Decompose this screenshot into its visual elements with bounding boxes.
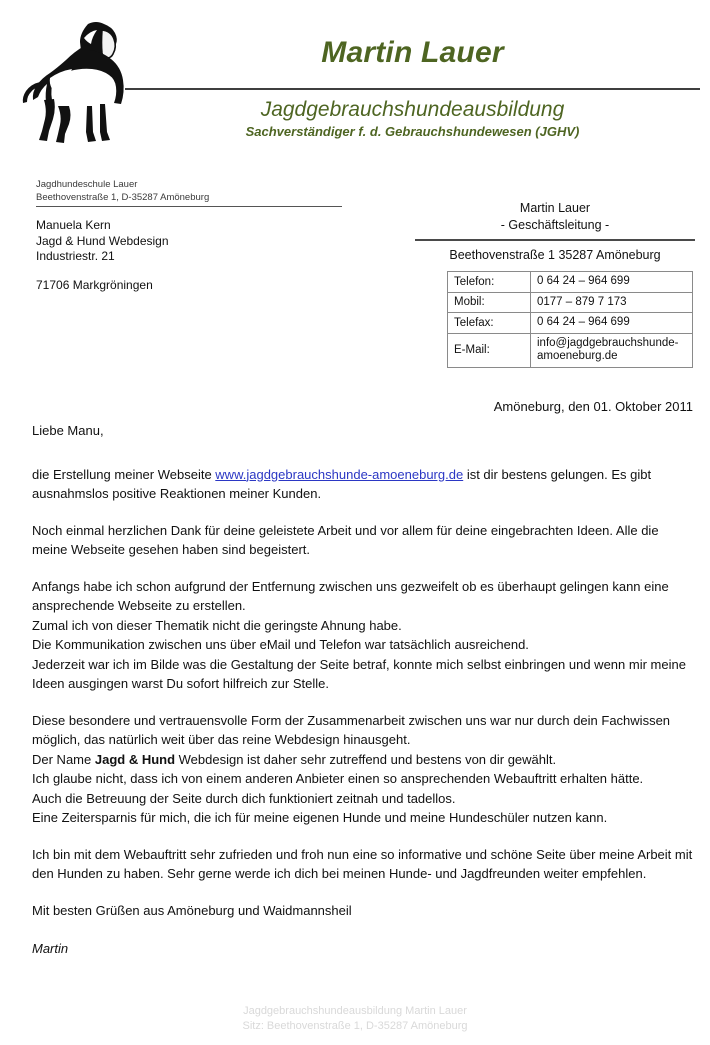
table-row <box>448 292 693 313</box>
header-divider <box>125 88 700 90</box>
sender-line-1: Jagdhundeschule Lauer <box>36 179 138 190</box>
letterhead <box>0 0 710 160</box>
contact-block <box>415 200 695 368</box>
contact-value-email: info@jagdgebrauchshunde-amoeneburg.de <box>531 333 693 367</box>
salutation: Liebe Manu, <box>32 423 104 438</box>
contact-divider <box>415 239 695 241</box>
p4-line-2-suffix: Webdesign ist daher sehr zutreffend und bestens von dir gewählt. <box>175 751 557 767</box>
recipient-street: Industriestr. 21 <box>36 249 115 263</box>
p1-text-after-link: ist dir bestens gelungen. Es gibt ausnahmslos positive Reaktionen meiner Kunden. <box>32 466 652 501</box>
contact-value-telefon: 0 64 24 – 964 699 <box>531 272 693 293</box>
contact-value-mobil: 0177 – 879 7 173 <box>531 292 693 313</box>
recipient-city: 71706 Markgröningen <box>36 277 153 292</box>
sender-line-2: Beethovenstraße 1, D-35287 Amöneburg <box>36 192 210 203</box>
paragraph-4 <box>32 711 694 828</box>
website-link[interactable]: www.jagdgebrauchshunde-amoeneburg.de <box>215 466 464 482</box>
recipient-address <box>36 218 169 293</box>
p3-line-1: Anfangs habe ich schon aufgrund der Entfernung zwischen uns gezweifelt ob es überhaupt gelingen kann eine ansprechende Webseite zu erstellen. <box>32 578 669 613</box>
contact-label-telefax: Telefax: <box>448 313 531 334</box>
paragraph-1 <box>32 465 694 504</box>
table-row <box>448 313 693 334</box>
footer-line-2: Sitz: Beethovenstraße 1, D-35287 Amöneburg <box>242 1020 468 1032</box>
brand-qualification: Sachverständiger f. d. Gebrauchshundewesen (JGHV) <box>245 124 580 139</box>
contact-label-email: E-Mail: <box>448 333 531 367</box>
p3-line-3: Die Kommunikation zwischen uns über eMail und Telefon war tatsächlich ausreichend. <box>32 637 529 652</box>
footer-line-1: Jagdgebrauchshundeausbildung Martin Lauer <box>243 1005 467 1017</box>
contact-label-mobil: Mobil: <box>448 292 531 313</box>
p3-line-4: Jederzeit war ich im Bilde was die Gestaltung der Seite betraf, konnte mich selbst einbringen und wenn mir meine Ideen ausgingen warst Du sofort hilfreich zur Stelle. <box>32 656 686 691</box>
contact-owner-role: - Geschäftsleitung - <box>500 218 610 232</box>
hunting-dog-logo-icon <box>14 16 126 144</box>
date-line: Amöneburg, den 01. Oktober 2011 <box>493 399 693 414</box>
brand-subtitle: Jagdgebrauchshundeausbildung <box>260 98 565 121</box>
p4-line-2-prefix: Der Name <box>32 751 95 767</box>
paragraph-2: Noch einmal herzlichen Dank für deine geleistete Arbeit und vor allem für deine eingebrachten Ideen. Alle die meine Webseite gesehen haben sind begeistert. <box>32 522 659 557</box>
contact-owner-name: Martin Lauer <box>519 201 591 215</box>
paragraph-3 <box>32 577 694 694</box>
p4-brand-emphasis: Jagd & Hund <box>94 751 176 767</box>
p4-line-3: Ich glaube nicht, dass ich von einem anderen Anbieter einen so ansprechenden Webauftritt erhalten hätte. <box>32 771 644 786</box>
table-row <box>448 333 693 367</box>
letter-body <box>32 421 694 959</box>
closing-line: Mit besten Grüßen aus Amöneburg und Waidmannsheil <box>32 902 352 918</box>
contact-value-telefax: 0 64 24 – 964 699 <box>531 313 693 334</box>
recipient-spacer <box>36 265 169 278</box>
page-footer <box>0 1004 710 1034</box>
p4-line-5: Eine Zeitersparnis für mich, die ich für meine eigenen Hunde und meine Hundeschüler nutzen kann. <box>32 810 608 825</box>
brand-name: Martin Lauer <box>321 36 504 69</box>
signature: Martin <box>32 941 69 956</box>
p4-line-4: Auch die Betreuung der Seite durch dich funktioniert zeitnah und tadellos. <box>32 790 456 806</box>
contact-owner <box>415 200 695 234</box>
paragraph-5: Ich bin mit dem Webauftritt sehr zufrieden und froh nun eine so informative und schöne Seite über meine Arbeit mit den Hunden zu haben. Sehr gerne werde ich dich bei meinen Hunde- und Jagdfreunden weiter empfehlen. <box>32 846 693 881</box>
p3-line-2: Zumal ich von dieser Thematik nicht die geringste Ahnung habe. <box>32 617 402 633</box>
sender-address <box>36 178 342 207</box>
recipient-name: Manuela Kern <box>36 218 111 232</box>
p1-text-before-link: die Erstellung meiner Webseite <box>32 466 216 482</box>
contact-address: Beethovenstraße 1 35287 Amöneburg <box>449 248 661 262</box>
contact-label-telefon: Telefon: <box>448 272 531 293</box>
recipient-company: Jagd & Hund Webdesign <box>36 233 169 248</box>
contact-table <box>447 271 693 368</box>
p4-line-1: Diese besondere und vertrauensvolle Form der Zusammenarbeit zwischen uns war nur durch dein Fachwissen möglich, das natürlich weit über das reine Webdesign hinausgeht. <box>32 712 671 747</box>
table-row <box>448 272 693 293</box>
